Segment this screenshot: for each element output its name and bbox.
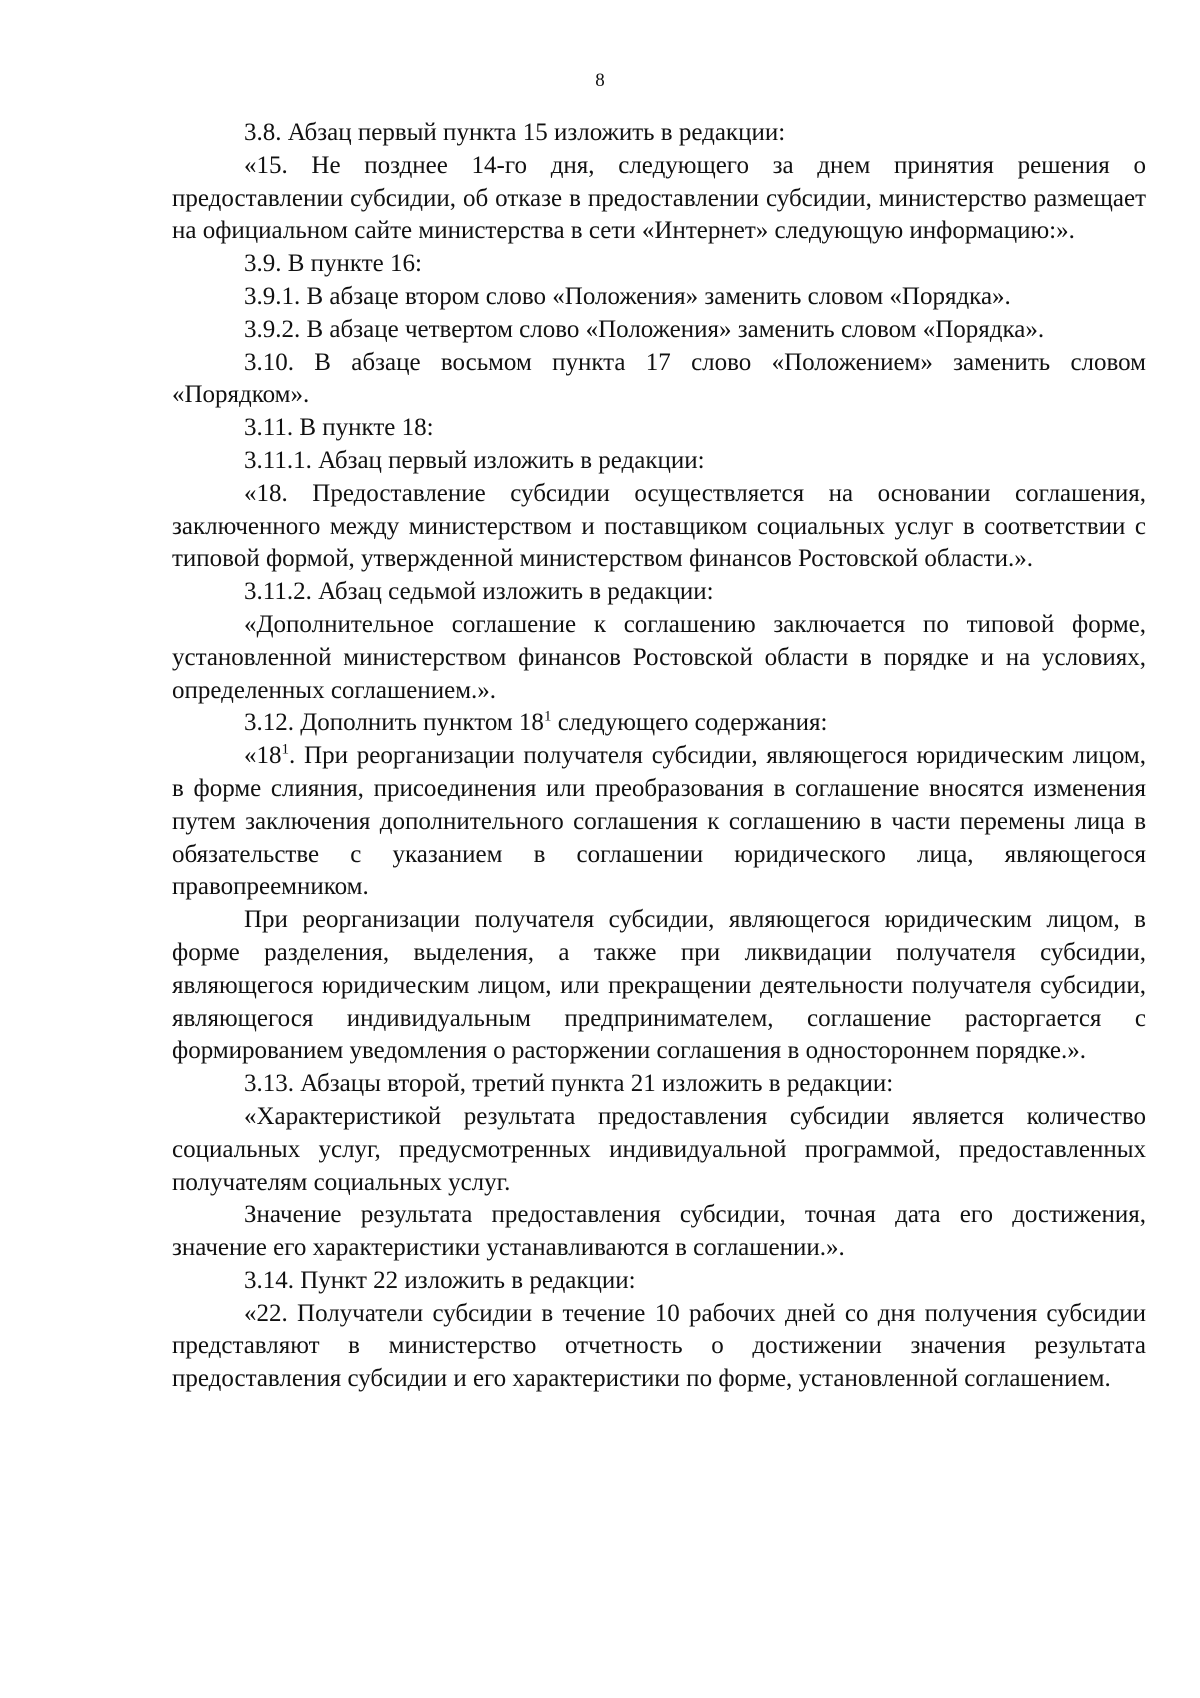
paragraph-3-9-2: 3.9.2. В абзаце четвертом слово «Положения» заменить словом «Порядка».: [244, 315, 1045, 343]
paragraph-3-10: 3.10. В абзаце восьмом пункта 17 слово «Положением» заменить словом «Порядком».: [172, 348, 1146, 409]
document-body: [172, 117, 1146, 1396]
paragraph-3-8: 3.8. Абзац первый пункта 15 изложить в редакции:: [244, 119, 786, 146]
page-number: 8: [595, 70, 605, 91]
paragraph-3-11-1: 3.11.1. Абзац первый изложить в редакции:: [244, 446, 705, 474]
paragraph-15-text: «15. Не позднее 14-го дня, следующего за днем принятия решения о предоставлении субсидии, об отказе в предоставлении субсидии, министерство размещает на официальном сайте министерства в сети «Интернет» следующую информацию:».: [172, 151, 1146, 245]
paragraph-characteristic: «Характеристикой результата предоставления субсидии является количество социальных услуг, предусмотренных индивидуальной программой, предоставленных получателям социальных услуг.: [172, 1102, 1146, 1196]
paragraph-3-12: [172, 707, 1146, 740]
paragraph-18-1-after: . При реорганизации получателя субсидии, являющегося юридическим лицом, в форме слияния, присоединения или преобразования в соглашение вносятся изменения путем заключения дополнительного соглашения к соглашению в части перемены лица в обязательстве с указанием в соглашении юридического лица, являющегося правопреемником.: [172, 742, 1146, 901]
paragraph-18-1-text: [172, 740, 1146, 904]
paragraph-3-12-after: следующего содержания:: [551, 709, 828, 737]
paragraph-3-11: 3.11. В пункте 18:: [244, 414, 434, 442]
paragraph-result-value: Значение результата предоставления субсидии, точная дата его достижения, значение его характеристики устанавливаются в соглашении.».: [172, 1201, 1146, 1262]
superscript-1: 1: [281, 741, 289, 758]
paragraph-18-1-before: «18: [244, 742, 282, 770]
paragraph-3-12-before: 3.12. Дополнить пунктом 18: [244, 709, 544, 737]
paragraph-3-13: 3.13. Абзацы второй, третий пункта 21 изложить в редакции:: [244, 1070, 894, 1098]
paragraph-3-14: 3.14. Пункт 22 изложить в редакции:: [244, 1266, 636, 1294]
paragraph-18-text: «18. Предоставление субсидии осуществляется на основании соглашения, заключенного между министерством и поставщиком социальных услуг в соответствии с типовой формой, утвержденной министерством финансов Ростовской области.».: [172, 479, 1146, 573]
superscript-1: 1: [543, 709, 552, 726]
paragraph-3-11-2: 3.11.2. Абзац седьмой изложить в редакции:: [244, 578, 714, 606]
paragraph-3-9: 3.9. В пункте 16:: [244, 250, 422, 278]
paragraph-additional-agreement: «Дополнительное соглашение к соглашению заключается по типовой форме, установленной министерством финансов Ростовской области в порядке и на условиях, определенных соглашением.».: [172, 610, 1146, 704]
paragraph-3-9-1: 3.9.1. В абзаце втором слово «Положения» заменить словом «Порядка».: [244, 282, 1011, 310]
paragraph-reorganization: При реорганизации получателя субсидии, являющегося юридическим лицом, в форме разделения, выделения, а также при ликвидации получателя субсидии, являющегося юридическим лицом, или прекращении деятельности получателя субсидии, являющегося индивидуальным предпринимателем, соглашение расторгается с формированием уведомления о расторжении соглашения в одностороннем порядке.».: [172, 906, 1146, 1065]
paragraph-22-text: «22. Получатели субсидии в течение 10 рабочих дней со дня получения субсидии представляют в министерство отчетность о достижении значения результата предоставления субсидии и его характеристики по форме, установленной соглашением.: [172, 1299, 1146, 1393]
